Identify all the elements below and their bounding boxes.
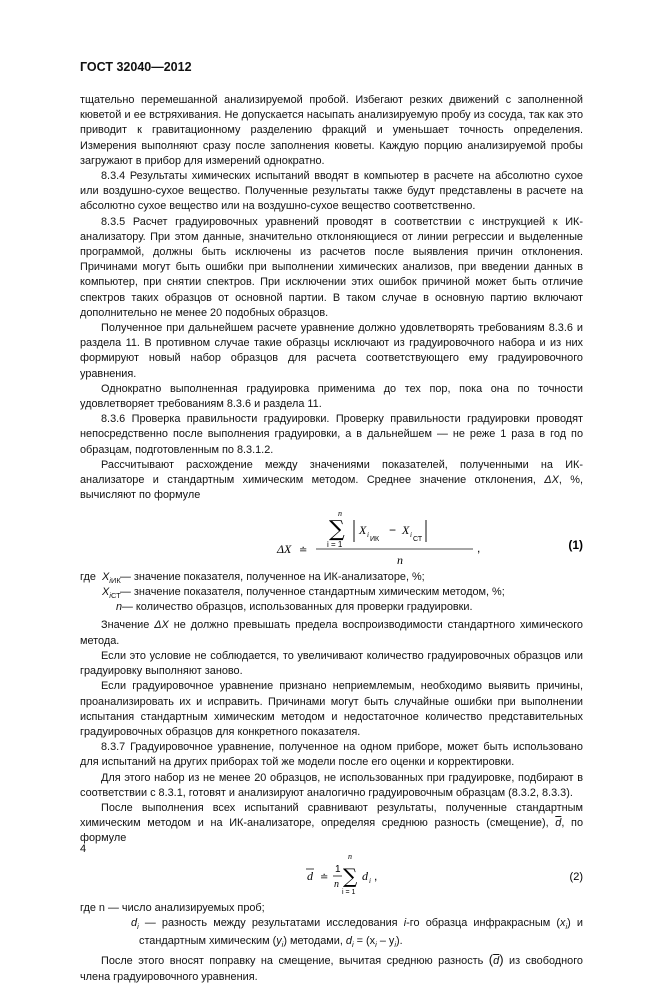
delta-x-symbol: ΔX bbox=[544, 474, 559, 487]
page-number: 4 bbox=[80, 843, 87, 855]
paragraph: Для этого набор из не менее 20 образцов, не использованных при градуировке, подбирают в соответствии с 8.3.1, готовят и анализируют аналогично градуировочным образцам (8.3.2, 8.3.3). bbox=[80, 771, 583, 799]
formula-1-number: (1) bbox=[568, 538, 583, 553]
paragraph: Однократно выполненная градуировка применима до тех пор, пока она по точности удовлетворяет требованиям 8.3.6 и раздела 11. bbox=[80, 382, 583, 411]
svg-text:d: d bbox=[362, 868, 368, 883]
paragraph: Значение ΔX не должно превышать предела воспроизводимости стандартного химического метода. bbox=[80, 619, 583, 647]
svg-text:i: i bbox=[367, 531, 369, 540]
formula-1-graphic bbox=[80, 506, 583, 570]
formula-2-graphic bbox=[80, 851, 583, 901]
svg-text:,: , bbox=[477, 541, 481, 556]
where-item: где $X_{iИК}$ — значение показателя, полученное на ИК-анализаторе, %; bbox=[80, 571, 425, 586]
paragraph: Если градуировочное уравнение признано неприемлемым, необходимо выявить причины, проанализировать их и исправить. Причинами могут быть случайные ошибки при выполнении испытания стандартным химическим методом и недостаточное количество представительных градуировочных образцов для конкретного показателя. bbox=[80, 680, 583, 738]
svg-text:ИК: ИК bbox=[370, 536, 380, 544]
formula-2-number: (2) bbox=[569, 870, 583, 883]
svg-text:−: − bbox=[389, 523, 397, 538]
x-st: X bbox=[402, 523, 410, 538]
svg-text:≐: ≐ bbox=[299, 545, 308, 557]
paragraph: Рассчитывают расхождение между значениями показателей, полученными на ИК-анализаторе и стандартным химическим методом. Среднее значение отклонения, ΔX, %, вычисляют по формуле bbox=[80, 458, 583, 502]
sum-upper-limit: n bbox=[338, 509, 342, 519]
x-ik: X bbox=[359, 523, 367, 538]
svg-text:n: n bbox=[348, 851, 352, 861]
svg-text:i = 1: i = 1 bbox=[342, 888, 356, 896]
sum-lower-limit: i = 1 bbox=[327, 540, 343, 550]
formula-2 bbox=[80, 851, 583, 901]
where-item: $d_i$ — разность между результатами исследования i-го образца инфракрасным $(x_i)$ и стандартным химическим $(y_i)$ методами, $d_i = (x_i - y_i)$. bbox=[131, 916, 583, 950]
paragraph: 8.3.4 Результаты химических испытаний вводят в компьютер в расчете на абсолютно сухое или воздушно-сухое вещество. Полученные результаты также будут представлены в расчете на абсолютно сухое вещество или на воздушно-сухое вещество соответственно. bbox=[80, 170, 583, 213]
d-bar: d bbox=[307, 868, 313, 883]
lhs-delta-x: ΔX bbox=[277, 542, 292, 557]
svg-text:i: i bbox=[369, 876, 371, 885]
paragraph: 8.3.5 Расчет градуировочных уравнений проводят в соответствии с инструкцией к ИК-анализатору. При этом данные, значительно отклоняющиеся от линии регрессии и выделенные программой, должны быть исключены из расчетов после выявления причин отклонения. Причинами могут быть ошибки при выполнении химических анализов, при введении данных в компьютер, при снятии спектров. При исключении этих ошибок причиной может быть отличие спектров таких образцов от основной партии. В таком случае в основную партию включают дополнительно не менее 20 подобных образцов. bbox=[80, 215, 583, 319]
paragraph: тщательно перемешанной анализируемой пробой. Избегают резких движений с заполненной кюветой и ее встряхивания. Не допускается насыпать анализируемую пробу из сосуда, так как это приводит к гравитационному разделению фракций и уменьшает точность определения. Измерения выполняют сразу после заполнения кюветы. Каждую порцию анализируемой пробы загружают в прибор для измерений однократно. bbox=[80, 94, 583, 167]
sum-sign: ∑ bbox=[329, 517, 345, 543]
svg-text:≐: ≐ bbox=[320, 871, 329, 883]
document-body bbox=[80, 93, 583, 985]
svg-text:n: n bbox=[334, 878, 339, 890]
paragraph: После этого вносят поправку на смещение, вычитая среднюю разность $(\overline{d})$ из свободного члена градуировочного уравнения. bbox=[80, 952, 583, 983]
where-item: где n — число анализируемых проб; bbox=[80, 901, 265, 914]
svg-text:i: i bbox=[410, 531, 412, 540]
formula-1 bbox=[80, 506, 583, 570]
svg-text:,: , bbox=[374, 868, 378, 883]
paragraph: 8.3.7 Градуировочное уравнение, полученное на одном приборе, может быть использовано для испытаний на других приборах той же модели после его оценки и корректировки. bbox=[80, 741, 583, 769]
paragraph: Если это условие не соблюдается, то увеличивают количество градуировочных образцов или градуировку выполняют заново. bbox=[80, 649, 583, 678]
svg-text:СТ: СТ bbox=[413, 536, 423, 544]
denominator: n bbox=[397, 553, 403, 568]
paragraph: 8.3.6 Проверка правильности градуировки. Проверку правильности градуировки проводят непосредственно после выполнения градуировки, а в дальнейшем — не реже 1 раза в год по образцам, подготовленным по 8.3.1.2. bbox=[80, 413, 583, 456]
where-item: n — количество образцов, использованных для проверки градуировки. bbox=[116, 601, 473, 614]
where-item: $X_{iСТ}$ — значение показателя, полученное стандартным химическим методом, %; bbox=[102, 586, 505, 601]
sum-sign: ∑ bbox=[343, 863, 358, 888]
paragraph: Полученное при дальнейшем расчете уравнение должно удовлетворять требованиям 8.3.6 и раздела 11. В противном случае такие образцы исключают из градуировочного набора и из них формируют новый набор образцов для расчета соответствующего ему градуировочного уравнения. bbox=[80, 322, 583, 380]
paragraph: После выполнения всех испытаний сравнивают результаты, полученные стандартным химическим методом и на ИК-анализаторе, определяя среднюю разность (смещение), $\overline{d}$, по формуле bbox=[80, 801, 584, 845]
svg-text:1: 1 bbox=[335, 863, 341, 875]
document-header: ГОСТ 32040—2012 bbox=[80, 60, 192, 74]
